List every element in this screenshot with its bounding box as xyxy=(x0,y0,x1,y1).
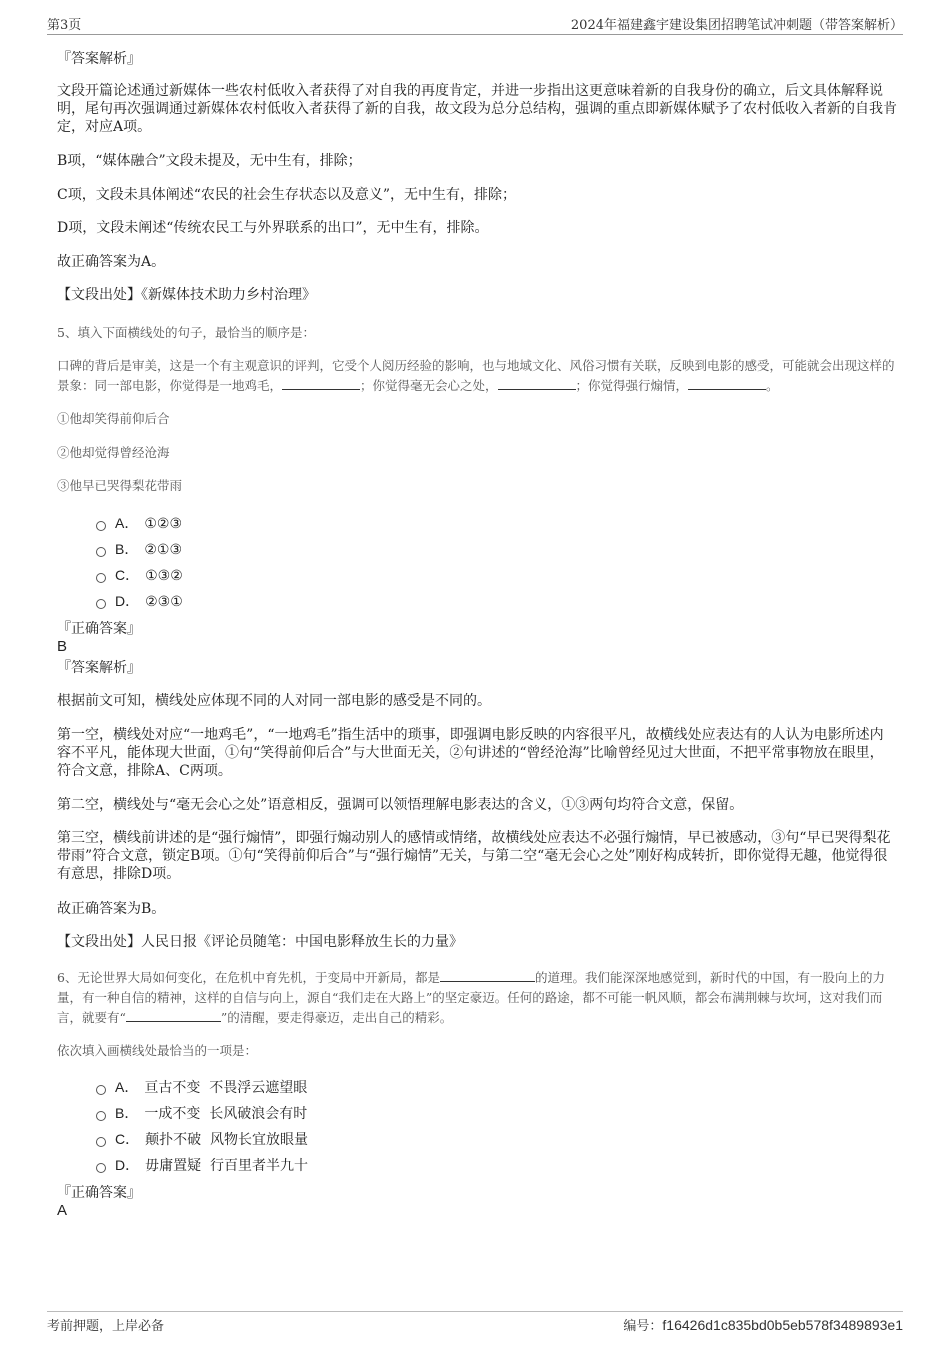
option-d[interactable]: D． ②③① xyxy=(96,592,183,611)
sentence-item: ①他却笑得前仰后合 xyxy=(57,411,170,426)
option-b[interactable]: B． ②①③ xyxy=(96,540,182,559)
correct-answer-label: 『正确答案』 xyxy=(57,621,141,637)
analysis-label: 『答案解析』 xyxy=(57,660,141,676)
correct-answer-label: 『正确答案』 xyxy=(57,1185,141,1201)
analysis-label: 『答案解析』 xyxy=(57,51,141,67)
document-title: 2024年福建鑫宇建设集团招聘笔试冲刺题（带答案解析） xyxy=(570,18,903,33)
option-b[interactable]: B． 一成不变 长风破浪会有时 xyxy=(96,1104,307,1123)
radio-icon[interactable] xyxy=(96,1111,106,1121)
correct-answer: B xyxy=(57,638,68,655)
option-c[interactable]: C． 颠扑不破 风物长宜放眼量 xyxy=(96,1130,308,1149)
page-header xyxy=(47,12,903,35)
analysis-paragraph: C项，文段未具体阐述“农民的社会生存状态以及意义”，无中生有，排除； xyxy=(57,187,517,203)
sentence-item: ②他却觉得曾经沧海 xyxy=(57,445,170,460)
radio-icon[interactable] xyxy=(96,1163,106,1173)
analysis-conclusion: 故正确答案为B。 xyxy=(57,901,166,917)
source-citation: 【文段出处】人民日报《评论员随笔：中国电影释放生长的力量》 xyxy=(57,934,463,950)
page-number: 第3页 xyxy=(47,18,82,33)
option-a[interactable]: A． ①②③ xyxy=(96,514,182,533)
sentence-item: ③他早已哭得梨花带雨 xyxy=(57,478,183,493)
correct-answer: A xyxy=(57,1202,68,1219)
fill-blank xyxy=(688,376,766,390)
analysis-paragraph: 第二空，横线处与“毫无会心之处”语意相反，强调可以领悟理解电影表达的含义，①③两句均符合文意，保留。 xyxy=(57,797,744,813)
analysis-paragraph: D项，文段未阐述“传统农民工与外界联系的出口”，无中生有，排除。 xyxy=(57,220,489,236)
question-stem: 5、填入下面横线处的句子，最恰当的顺序是： xyxy=(57,325,315,340)
analysis-paragraph: B项，“媒体融合”文段未提及，无中生有，排除； xyxy=(57,153,362,169)
option-c[interactable]: C． ①③② xyxy=(96,566,183,585)
question-passage: 口碑的背后是审美，这是一个有主观意识的评判，它受个人阅历经验的影响，也与地域文化、风俗习惯有关联，反映到电影的感受，可能就会出现这样的景象：同一部电影，你觉得是一地鸡毛， ；你觉得毫无会心之处， ；你觉得强行煽情， 。 xyxy=(57,358,895,393)
analysis-paragraph: 文段开篇论述通过新媒体一些农村低收入者获得了对自我的再度肯定，并进一步指出这更意味着新的自我身份的确立，后文具体解释说明，尾句再次强调通过新媒体农村低收入者获得了新的自我，故文段为总分总结构，强调的重点即新媒体赋予了农村低收入者新的自我肯定，对应A项。 xyxy=(57,83,897,135)
radio-icon[interactable] xyxy=(96,573,106,583)
question-prompt: 依次填入画横线处最恰当的一项是： xyxy=(57,1043,258,1058)
document-code: 编号：f16426d1c835bd0b5eb578f3489893e1 xyxy=(623,1317,903,1334)
source-citation: 【文段出处】《新媒体技术助力乡村治理》 xyxy=(57,287,316,303)
analysis-conclusion: 故正确答案为A。 xyxy=(57,254,166,270)
analysis-paragraph: 第三空，横线前讲述的是“强行煽情”，即强行煽动别人的感情或情绪，故横线处应表达不必强行煽情，早已被感动，③句“早已哭得梨花带雨”符合文意，锁定B项。①句“笑得前仰后合”与“强行煽情”无关，与第二空“毫无会心之处”刚好构成转折，即你觉得无趣，他觉得很有意思，排除D项。 xyxy=(57,830,891,882)
option-d[interactable]: D． 毋庸置疑 行百里者半九十 xyxy=(96,1156,308,1175)
radio-icon[interactable] xyxy=(96,599,106,609)
footer-slogan: 考前押题，上岸必备 xyxy=(47,1319,165,1334)
radio-icon[interactable] xyxy=(96,1085,106,1095)
radio-icon[interactable] xyxy=(96,1137,106,1147)
analysis-paragraph: 根据前文可知，横线处应体现不同的人对同一部电影的感受是不同的。 xyxy=(57,693,491,709)
radio-icon[interactable] xyxy=(96,521,106,531)
analysis-paragraph: 第一空，横线处对应“一地鸡毛”，“一地鸡毛”指生活中的琐事，即强调电影反映的内容很平凡，故横线处应表达有的人认为电影所述内容不平凡，能体现大世面，①句“笑得前仰后合”与大世面无关，②句讲述的“曾经沧海”比喻曾经见过大世面，不把平常事物放在眼里，符合文意，排除A、C两项。 xyxy=(57,727,884,779)
question-stem: 6、无论世界大局如何变化，在危机中育先机，于变局中开新局，都是 的道理。我们能深深地感觉到，新时代的中国，有一股向上的力量，有一种自信的精神，这样的自信与向上，源自“我们走在大路上”的坚定豪迈。任何的路途，都不可能一帆风顺，都会布满荆棘与坎坷，这对我们而言，就要有“ ”的清醒，要走得豪迈，走出自己的精彩。 xyxy=(57,970,885,1025)
fill-blank xyxy=(440,968,535,982)
option-a[interactable]: A． 亘古不变 不畏浮云遮望眼 xyxy=(96,1078,307,1097)
fill-blank xyxy=(126,1008,221,1022)
radio-icon[interactable] xyxy=(96,547,106,557)
page-footer xyxy=(47,1311,903,1336)
fill-blank xyxy=(498,376,576,390)
fill-blank xyxy=(282,376,360,390)
